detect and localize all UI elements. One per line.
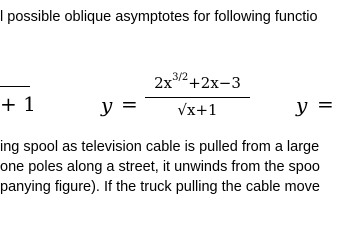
- right-equation-lhs: y: [296, 93, 308, 117]
- right-equals-sign: =: [317, 92, 334, 116]
- numerator-rest: +2x−3: [188, 74, 241, 92]
- middle-equation-fraction: [145, 74, 250, 119]
- numerator-exponent: 3/2: [172, 72, 189, 83]
- numerator-term: 2x: [154, 74, 173, 92]
- problem-text-line-2: one poles along a street, it unwinds from the spoo: [0, 159, 320, 175]
- middle-equals-sign: =: [121, 92, 138, 116]
- left-equation-fragment: + 1: [0, 92, 36, 116]
- problem-text-line-1: ing spool as television cable is pulled from a large: [0, 139, 320, 155]
- problem-prompt-line: l possible oblique asymptotes for following functio: [0, 9, 318, 25]
- middle-equation-lhs: y: [101, 93, 113, 117]
- problem-text-line-3: panying figure). If the truck pulling the cable move: [0, 179, 320, 195]
- fraction-bar: [145, 97, 250, 98]
- fraction-numerator: [145, 74, 250, 95]
- fraction-bar-left: [0, 86, 30, 87]
- fraction-denominator: √x+1: [177, 101, 218, 119]
